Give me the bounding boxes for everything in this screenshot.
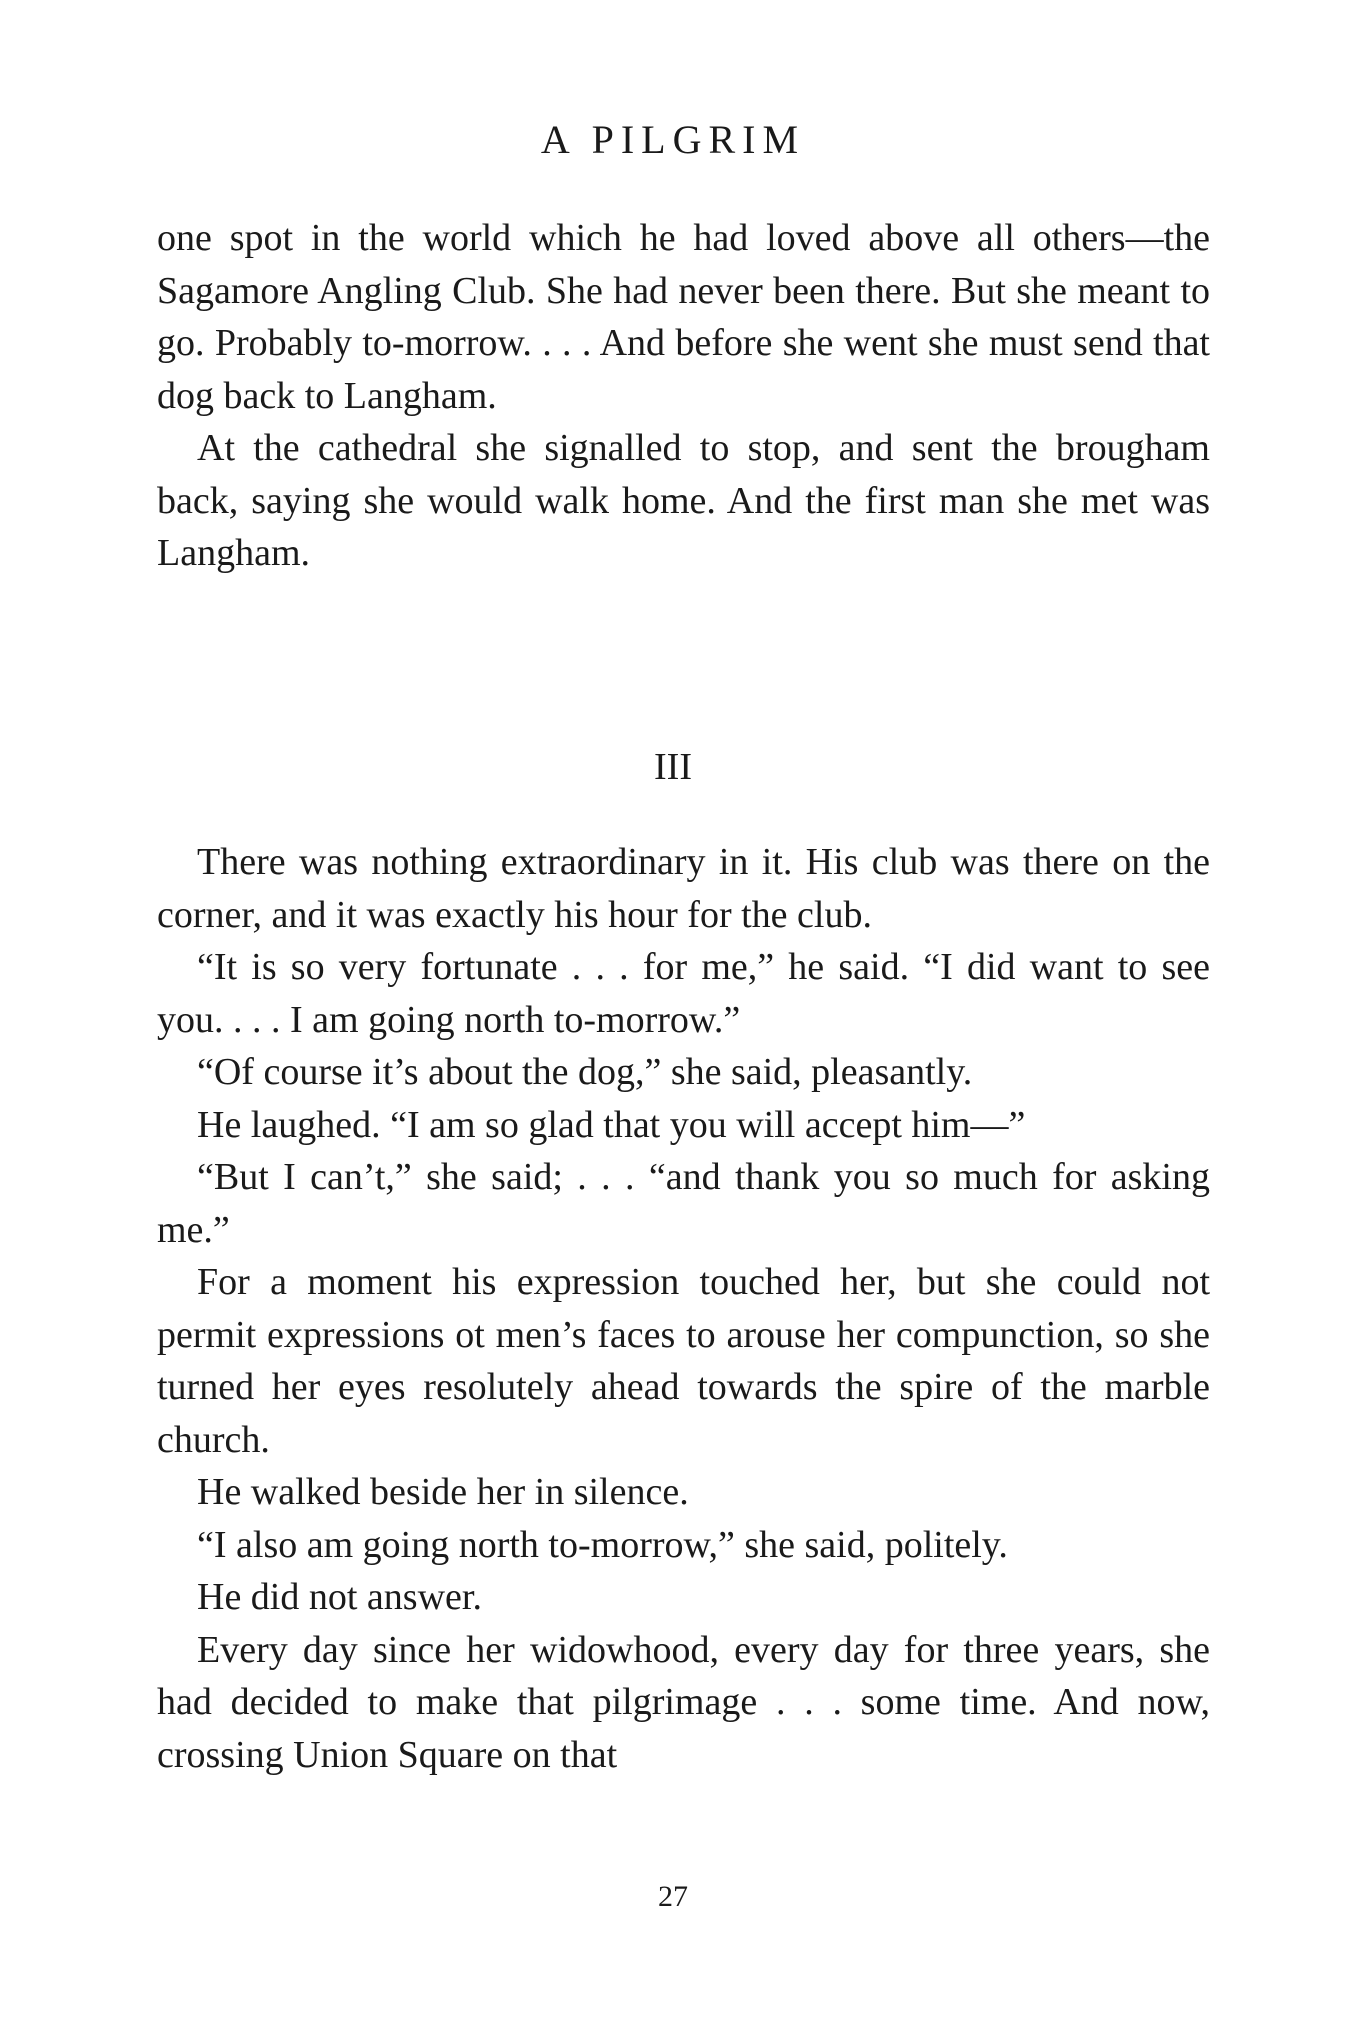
paragraph: Every day since her widowhood, every day for three years, she had decided to make that pilgrimage . . . some time. And now, crossing Union Square on that — [157, 1628, 1210, 1776]
paragraph: He did not answer. — [197, 1576, 482, 1618]
paragraph: He laughed. “I am so glad that you will accept him—” — [197, 1103, 1026, 1146]
paragraph: “Of course it’s about the dog,” she said, pleasantly. — [197, 1051, 973, 1093]
paragraph: At the cathedral she signalled to stop, and sent the brougham back, saying she would walk home. And the first man she met was Langham. — [157, 427, 1210, 574]
text-block-before-section — [157, 212, 1210, 580]
text-block-section-iii — [157, 836, 1210, 1781]
paragraph: one spot in the world which he had loved above all others—the Sagamore Angling Club. She had never been there. But she meant to go. Probably to-morrow. . . . And before she went she must send that dog back to Langham. — [157, 217, 1210, 417]
paragraph: “I also am going north to-morrow,” she said, politely. — [197, 1523, 1008, 1566]
paragraph: “It is so very fortunate . . . for me,” he said. “I did want to see you. . . . I am going north to-morrow.” — [157, 946, 1210, 1041]
running-head: A PILGRIM — [540, 117, 806, 162]
paragraph: For a moment his expression touched her, but she could not permit expressions ot men’s faces to arouse her compunction, so she turned her eyes resolutely ahead towards the spire of the marble church. — [157, 1261, 1210, 1461]
page-number: 27 — [658, 1880, 688, 1913]
paragraph: “But I can’t,” she said; . . . “and thank you so much for asking me.” — [157, 1156, 1210, 1251]
paragraph: There was nothing extraordinary in it. His club was there on the corner, and it was exactly his hour for the club. — [157, 841, 1210, 936]
section-heading: III — [654, 746, 692, 788]
paragraph: He walked beside her in silence. — [197, 1471, 689, 1513]
